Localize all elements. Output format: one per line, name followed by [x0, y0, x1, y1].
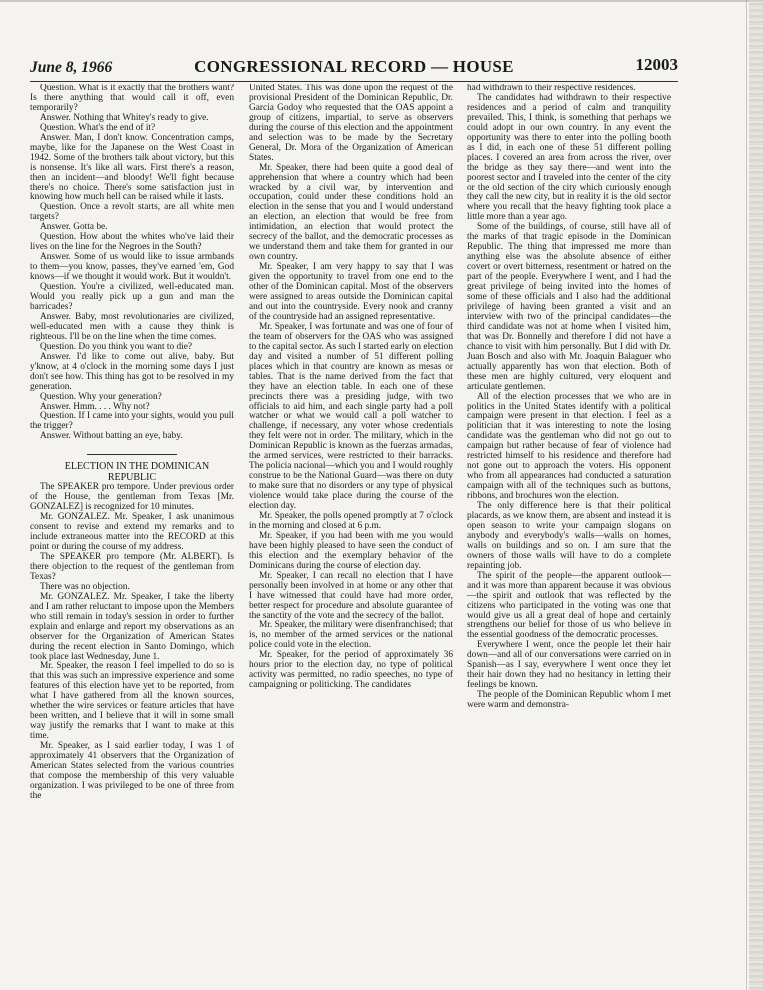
paragraph: Question. Why your generation? — [40, 391, 162, 402]
paragraph: Mr. GONZALEZ. Mr. Speaker, I ask unanimous consent to revise and extend my remarks and to include extraneous matter into the RECORD at this point or during the course of my address. — [30, 512, 234, 553]
paragraph: Mr. Speaker, if you had been with me you would have been highly pleased to have seen the conduct of this election and the exemplary behavior of the Dominicans during the course of election day. — [249, 530, 453, 571]
paragraph: The SPEAKER pro tempore (Mr. ALBERT). Is there objection to the request of the gentleman from Texas? — [30, 551, 234, 582]
paragraph: The SPEAKER pro tempore. Under previous order of the House, the gentleman from Texas [Mr. GONZALEZ] is recognized for 10 minutes. — [30, 482, 234, 513]
paragraph: Answer. I'd like to come out alive, baby. But y'know, at 4 o'clock in the morning some days I just don't see how. This thing has got to be resolved in my generation. — [30, 351, 234, 392]
paragraph: The people of the Dominican Republic whom I met were warm and demonstra- — [467, 690, 671, 711]
column-1 — [30, 84, 234, 964]
paragraph: United States. This was done upon the request of the provisional President of the Dominican Republic, Dr. Garcia Godoy who requested that the OAS appoint a group of citizens, impartial, to serve as observers during the course of this election and the appointment and selection was to be made by the Secretary General, Dr. Mora of the Organization of American States. — [249, 84, 453, 163]
paragraph: The only difference here is that their political placards, as we know them, are absent and instead it is open season to write your campaign slogans on anybody and everybody's walls—walls on homes, walls on buildings and so on. I am sure that the owners of those walls will have to do a complete repainting job. — [467, 501, 671, 571]
paragraph: Answer. Some of us would like to issue armbands to them—you know, passes, they've earned 'em, God knows—if we thought it would work. But it wouldn't. — [30, 252, 234, 283]
paragraph: Mr. Speaker, the military were disenfranchised; that is, no member of the armed services or the national police could vote in the election. — [249, 620, 453, 651]
paragraph: Mr. Speaker, the reason I feel impelled to do so is that this was such an impressive experience and some features of this election have yet to be reported, from what I have gathered from all the known sources, whether the wire services or feature articles that have been written, and I believe that it will in some small way justify the remarks that I want to make at this time. — [30, 661, 234, 742]
paragraph: There was no objection. — [40, 581, 130, 592]
paragraph: Mr. GONZALEZ. Mr. Speaker, I take the liberty and I am rather reluctant to impose upon the Members who still remain in today's session in order to further explain and enlarge and report my observations as an observer for the Organization of American States during the recent election in Santo Domingo, which took place last Wednesday, June 1. — [30, 591, 234, 662]
paragraph: Answer. Man, I don't know. Concentration camps, maybe, like for the Japanese on the West Coast in 1942. Some of the brothers talk about victory, but this is nonsense. It's like all wars. First there's a reason, then an incident—and bloody! We'll fight because there's no choice. There's some satisfaction just in knowing how much hell can be raised while it lasts. — [30, 132, 234, 203]
top-edge — [0, 0, 763, 2]
paragraph: All of the election processes that we who are in politics in the United States identify with a political campaign were present in that election. I feel as a politician that it was interesting to note the losing candidate was the gentleman who did not go out to campaign but rather because of fear of violence had restricted himself to his residence and therefore had not gone out to approach the voters. His opponent who from all appearances had conducted a saturation campaign with all of the techniques such as buttons, ribbons, and brochures won the election. — [467, 391, 671, 502]
header-title: CONGRESSIONAL RECORD — HOUSE — [194, 57, 514, 76]
page-header — [30, 55, 678, 82]
paragraph: Mr. Speaker, there had been quite a good deal of apprehension that where a country which had been wracked by a civil war, by intervention and occupation, could under these conditions hold an election in the sense that you and I would understand an election, an election that would be free from intimidation, an election that would protect the secrecy of the ballot, and the democratic processes as we understand them and take them for granted in our own country. — [249, 162, 453, 263]
paragraph: Everywhere I went, once the people let their hair down—and all of our conversations were carried on in Spanish—as I say, everywhere I went once they let their hair down they had no hesitancy in letting their feelings be known. — [467, 640, 671, 691]
paragraph: Question. What's the end of it? — [40, 122, 156, 133]
paragraph: Answer. Hmm. . . . Why not? — [40, 401, 150, 412]
paragraph: Question. If I came into your sights, would you pull the trigger? — [30, 411, 234, 432]
binding-line — [746, 0, 747, 990]
paragraph: Question. You're a civilized, well-educated man. Would you really pick up a gun and man the barricades? — [30, 282, 234, 312]
header-date: June 8, 1966 — [30, 59, 113, 76]
paragraph: Mr. Speaker, as I said earlier today, I was 1 of approximately 41 observers that the Organization of American States selected from the various countries that compose the membership of this very valuable organization. I was privileged to be one of three from the — [30, 741, 234, 801]
paragraph: The spirit of the people—the apparent outlook—and it was more than apparent because it was obvious—the spirit and outlook that was reflected by the citizens who participated in the voting was one that would give us all a great deal of hope and certainly strengthens our belief for those of us who believe in the essential goodness of the democratic processes. — [467, 570, 671, 641]
paragraph: Some of the buildings, of course, still have all of the marks of that tragic episode in the Dominican Republic. The thing that impressed me more than anything else was the absolute absence of either covert or overt bitterness, resentment or hatred on the part of the people. Everywhere I went, and I had the great privilege of being invited into the homes of some of these officials and I also had the additional privilege of having been granted a visit and an interview with two of the principal candidates—the third candidate was not at home when I visited him, that was Dr. Bonnelly and therefore I did not have a chance to visit with him personally. But I did with Dr. Juan Bosch and also with Mr. Joaquin Balaguer who actually apparently has won that election. Both of these men are highly cultured, very eloquent and articulate gentlemen. — [467, 222, 671, 392]
section-heading: ELECTION IN THE DOMINICAN REPUBLIC — [64, 461, 210, 484]
paragraph: Question. Once a revolt starts, are all white men targets? — [30, 202, 234, 223]
section-divider — [87, 454, 177, 455]
paragraph: Mr. Speaker, I can recall no election that I have personally been involved in at home or any other that I have witnessed that could have had more order, better respect for procedure and absolute guarantee of the sanctity of the vote and the secrecy of the ballot. — [249, 570, 453, 621]
paragraph: Question. What is it exactly that the brothers want? Is there anything that would call it off, even temporarily? — [30, 84, 234, 113]
paragraph: The candidates had withdrawn to their respective residences and a period of calm and tranquility prevailed. This, I think, is something that perhaps we could adopt in our own country. In any event the opportunity was there to enter into the polling booth as I did, in each one of these 51 different polling places. I covered an area from across the river, over the bridge as they say there—and went into the poorest sector and I traveled into the center of the city or the old section of the city which curiously enough they call the new city, but in reality it is the old sector where you recall that the heavy fighting took place a little more than a year ago. — [467, 92, 671, 223]
paragraph: Answer. Baby, most revolutionaries are civilized, well-educated men with a cause they think is righteous. I'll be on the line when the time comes. — [30, 311, 234, 342]
paragraph: Question. How about the whites who've laid their lives on the line for the Negroes in the South? — [30, 232, 234, 253]
column-2 — [249, 84, 453, 964]
paragraph: Mr. Speaker, I was fortunate and was one of four of the team of observers for the OAS who was assigned to the capital sector. As such I started early on election day and visited a number of 51 different polling places which in that country are known as mesas or tables. That is the name derived from the fact that they have an election table. In each one of these precincts there was a presiding judge, with two officials to aid him, and each single party had a poll watcher or what we would call a poll watcher to challenge, if necessary, any voter whose credentials they felt were not in order. The military, which in the Dominican Republic is known as the fuerzas armadas, the armed services, were restricted to their barracks. The policia nacional—which you and I would roughly construe to be the National Guard—was there on duty to make sure that no disorders or any type of physical violence would take place during the course of the election day. — [249, 321, 453, 512]
paragraph: Mr. Speaker, for the period of approximately 36 hours prior to the election day, no type of political activity was permitted, no radio speeches, no type of campaigning or politicking. The candidates — [249, 650, 453, 691]
section-gap — [30, 442, 234, 454]
paragraph: Mr. Speaker, the polls opened promptly at 7 o'clock in the morning and closed at 6 p.m. — [249, 510, 453, 531]
page-number: 12003 — [635, 55, 678, 74]
paragraph: Answer. Nothing that Whitey's ready to give. — [40, 112, 209, 123]
paragraph: Question. Do you think you want to die? — [40, 341, 193, 352]
paragraph: Answer. Gotta be. — [40, 222, 108, 233]
paragraph: Mr. Speaker, I am very happy to say that I was given the opportunity to travel from one end to the other of the Dominican capital. Most of the observers were assigned to areas outside the Dominican capital and out into the countryside. Every nook and cranny of the countryside had an assigned representative. — [249, 262, 453, 322]
column-3 — [467, 84, 671, 964]
paragraph: had withdrawn to their respective residences. — [467, 84, 636, 93]
binding-edge — [749, 0, 763, 990]
paragraph: Answer. Without batting an eye, baby. — [40, 431, 183, 442]
